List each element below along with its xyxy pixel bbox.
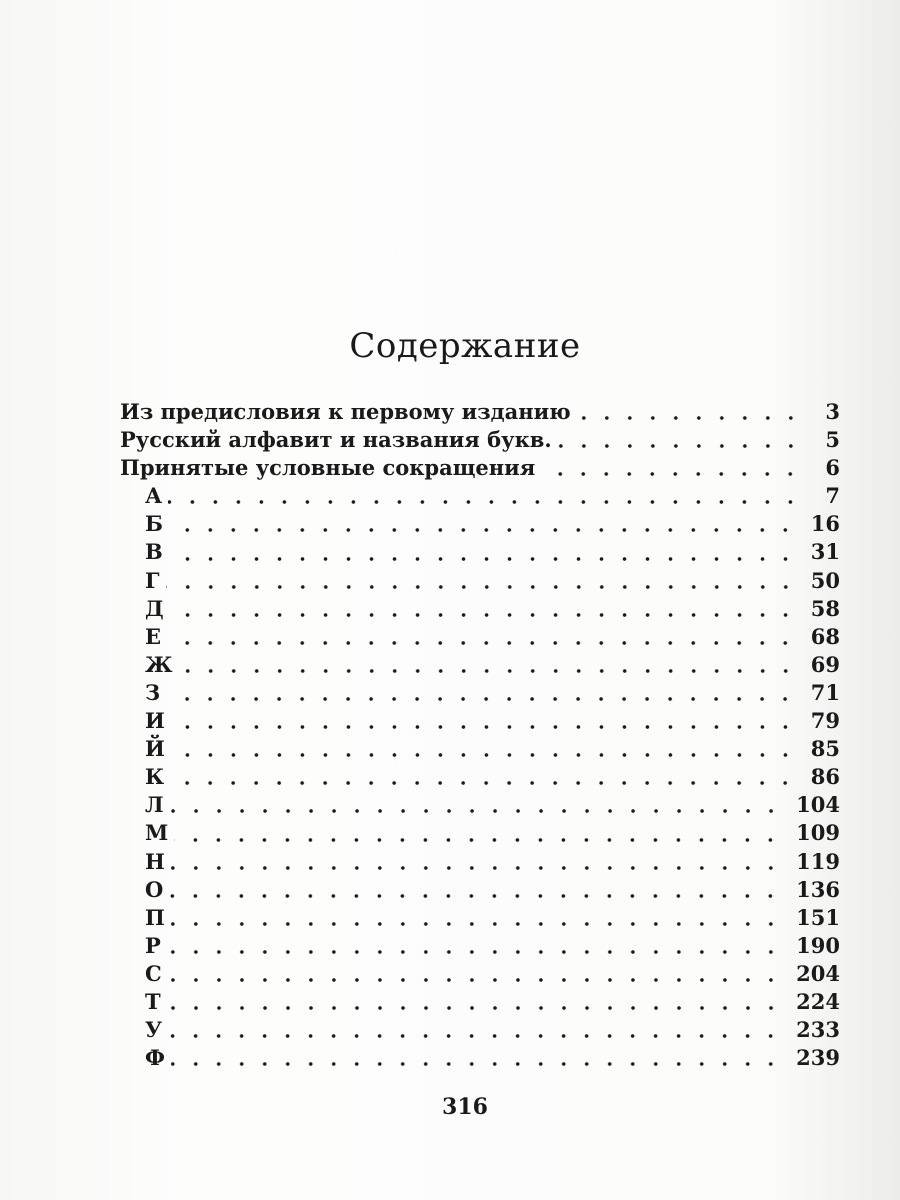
table-of-contents xyxy=(120,398,840,1072)
toc-letter-entry xyxy=(120,791,840,819)
toc-entry-page: 85 xyxy=(810,736,840,762)
dot-leader xyxy=(167,988,783,1016)
toc-entry xyxy=(120,398,840,426)
dot-leader xyxy=(170,763,797,791)
dot-leader xyxy=(541,454,802,482)
dot-leader xyxy=(166,679,797,707)
dot-leader xyxy=(171,1044,782,1072)
toc-letter-entry xyxy=(120,876,840,904)
toc-letter-entry xyxy=(120,595,840,623)
toc-entry-label: С xyxy=(145,960,162,986)
toc-entry-page: 204 xyxy=(796,960,840,986)
toc-letter-entry xyxy=(120,988,840,1016)
toc-letter-entry xyxy=(120,960,840,988)
dot-leader xyxy=(169,510,797,538)
dot-leader xyxy=(171,707,797,735)
toc-entry-label: Г xyxy=(145,567,160,593)
toc-entry-page: 58 xyxy=(810,595,840,621)
toc-entry-label: К xyxy=(145,764,165,790)
toc-entry-page: 7 xyxy=(825,483,840,509)
toc-entry-page: 104 xyxy=(796,792,840,818)
toc-entry-page: 79 xyxy=(810,708,840,734)
toc-entry-label: Е xyxy=(145,623,162,649)
toc-entry-label: В xyxy=(145,539,163,565)
toc-entry-page: 31 xyxy=(810,539,840,565)
dot-leader xyxy=(168,960,782,988)
toc-letter-entry xyxy=(120,1016,840,1044)
dot-leader xyxy=(168,1016,782,1044)
toc-entry-label: Ф xyxy=(145,1045,165,1071)
toc-entry-label: Л xyxy=(145,792,164,818)
dot-leader xyxy=(168,482,802,510)
toc-entry-label: Русский алфавит и названия букв. xyxy=(120,427,552,453)
toc-entry-page: 233 xyxy=(796,1017,840,1043)
toc-letter-entry xyxy=(120,538,840,566)
page-title: Содержание xyxy=(349,326,581,366)
toc-letter-entry xyxy=(120,932,840,960)
toc-entry-label: П xyxy=(145,904,165,930)
dot-leader xyxy=(167,932,782,960)
toc-entry-label: Й xyxy=(145,736,165,762)
toc-entry-page: 119 xyxy=(796,848,840,874)
toc-letter-entry xyxy=(120,848,840,876)
toc-entry-page: 190 xyxy=(796,932,840,958)
toc-entry-page: 224 xyxy=(796,988,840,1014)
toc-letter-entry xyxy=(120,679,840,707)
toc-letter-entry xyxy=(120,567,840,595)
toc-entry-label: Д xyxy=(145,595,164,621)
toc-letter-entry xyxy=(120,1044,840,1072)
toc-letter-entry xyxy=(120,819,840,847)
toc-entry-label: Р xyxy=(145,932,161,958)
dot-leader xyxy=(167,623,797,651)
toc-entry-label: О xyxy=(145,876,164,902)
page-number: 316 xyxy=(442,1094,488,1120)
toc-entry-page: 86 xyxy=(810,764,840,790)
toc-letter-entry xyxy=(120,707,840,735)
toc-entry-page: 71 xyxy=(810,679,840,705)
toc-letter-entry xyxy=(120,510,840,538)
toc-entry-page: 3 xyxy=(825,399,840,424)
dot-leader xyxy=(171,735,797,763)
toc-entry-page: 16 xyxy=(810,511,840,537)
toc-entry-label: З xyxy=(145,679,161,705)
dot-leader xyxy=(170,595,797,623)
toc-entry-page: 151 xyxy=(796,904,840,930)
toc-entry-page: 68 xyxy=(810,623,840,649)
dot-leader xyxy=(170,791,783,819)
toc-letter-entry xyxy=(120,904,840,932)
toc-entry-page: 239 xyxy=(796,1045,840,1071)
toc-entry-label: Н xyxy=(145,848,165,874)
toc-entry-label: И xyxy=(145,708,165,734)
dot-leader xyxy=(169,876,782,904)
toc-letter-entry xyxy=(120,735,840,763)
toc-entry-page: 136 xyxy=(796,876,840,902)
toc-entry-page: 5 xyxy=(825,427,840,453)
dot-leader xyxy=(171,848,782,876)
toc-letter-entry xyxy=(120,482,840,510)
dot-leader xyxy=(166,567,797,595)
dot-leader xyxy=(577,398,802,426)
toc-entry-label: Б xyxy=(145,511,163,537)
dot-leader xyxy=(179,651,797,679)
toc-entry-label: Из предисловия к первому изданию xyxy=(120,399,571,424)
dot-leader xyxy=(174,820,782,848)
toc-entry-label: У xyxy=(145,1017,163,1043)
toc-letter-entry xyxy=(120,651,840,679)
toc-entry-label: Т xyxy=(145,988,161,1014)
toc-letter-entry xyxy=(120,763,840,791)
toc-entry xyxy=(120,454,840,482)
toc-entry-label: Ж xyxy=(145,651,173,677)
toc-entry-page: 50 xyxy=(810,567,840,593)
toc-entry-page: 6 xyxy=(825,455,840,481)
toc-entry-label: А xyxy=(145,483,163,509)
toc-entry-label: Принятые условные сокращения xyxy=(120,455,536,481)
toc-entry xyxy=(120,426,840,454)
toc-entry-page: 109 xyxy=(796,820,840,846)
dot-leader xyxy=(171,904,782,932)
dot-leader xyxy=(169,539,797,567)
toc-letter-entry xyxy=(120,623,840,651)
toc-entry-page: 69 xyxy=(810,651,840,677)
dot-leader xyxy=(558,426,802,454)
toc-entry-label: М xyxy=(145,820,169,846)
